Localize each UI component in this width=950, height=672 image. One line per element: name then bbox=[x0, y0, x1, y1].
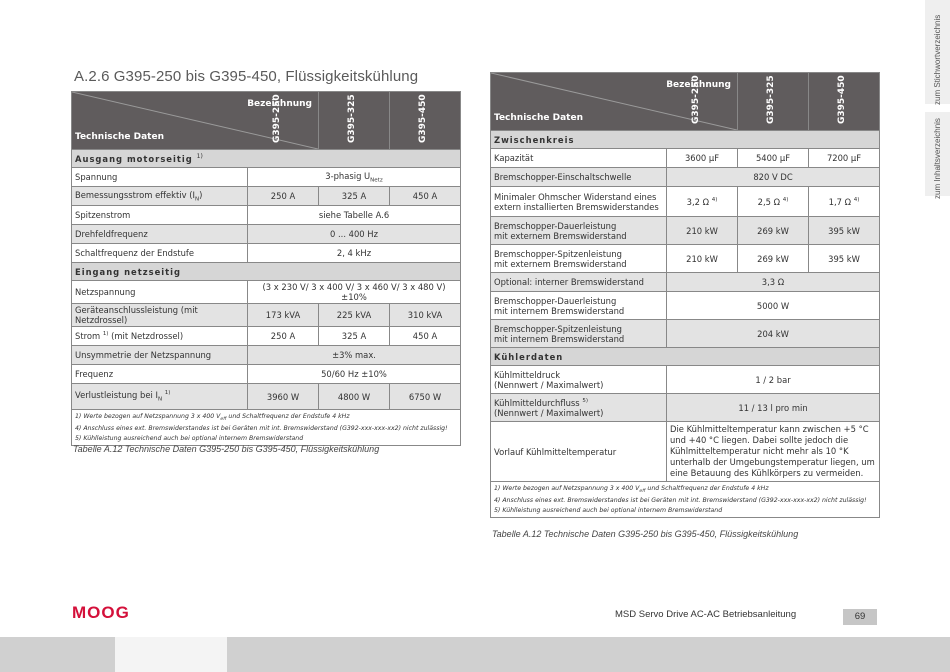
header-model-3: G395-450 bbox=[837, 75, 847, 124]
footnote-1 bbox=[75, 412, 457, 424]
row-value: 5000 W bbox=[667, 292, 880, 320]
section-row bbox=[491, 131, 880, 149]
row-value: 50/60 Hz ±10% bbox=[248, 365, 461, 384]
side-tab-contents[interactable] bbox=[925, 112, 950, 199]
table-header bbox=[72, 92, 461, 150]
row-label: Spannung bbox=[72, 168, 248, 187]
footer-manual-title: MSD Servo Drive AC-AC Betriebsanleitung bbox=[615, 609, 797, 620]
section-label: Kühlerdaten bbox=[491, 348, 880, 366]
footnotes-row bbox=[491, 482, 880, 518]
row-value: 310 kVA bbox=[390, 304, 461, 327]
right-caption: Tabelle A.12 Technische Daten G395-250 bis G395-450, Flüssigkeitskühlung bbox=[492, 529, 799, 539]
row-label: Kühlmitteldurchfluss bbox=[494, 397, 583, 408]
table-row bbox=[491, 422, 880, 482]
row-label: Geräteanschlussleistung (mit Netzdrossel) bbox=[72, 304, 248, 327]
row-value: 395 kW bbox=[809, 217, 880, 245]
table-header bbox=[491, 73, 880, 131]
row-label-end: (mit Netzdrossel) bbox=[108, 331, 184, 341]
row-value: 204 kW bbox=[667, 320, 880, 348]
row-label: Drehfeldfrequenz bbox=[72, 225, 248, 244]
row-label: Bremschopper-Dauerleistung bbox=[494, 295, 617, 306]
row-label-end: ) bbox=[199, 189, 203, 200]
table-row bbox=[72, 327, 461, 346]
table-row bbox=[72, 384, 461, 410]
side-tab-index-label[interactable]: zum Stichwortverzeichnis bbox=[933, 14, 942, 105]
footnote-1 bbox=[494, 484, 876, 496]
row-value: 450 A bbox=[390, 187, 461, 206]
row-label-sub: N bbox=[157, 396, 163, 403]
row-value: 3,3 Ω bbox=[667, 273, 880, 292]
row-value: 1,7 Ω bbox=[828, 196, 852, 207]
row-label-line2: extern installierten Bremswiderstandes bbox=[494, 201, 659, 212]
row-label: Unsymmetrie der Netzspannung bbox=[72, 346, 248, 365]
footnote-ref: 1) bbox=[102, 331, 109, 338]
row-value: 450 A bbox=[390, 327, 461, 346]
row-value: (3 x 230 V/ 3 x 400 V/ 3 x 460 V/ 3 x 480 V) ±10% bbox=[248, 281, 461, 304]
row-label: Spitzenstrom bbox=[72, 206, 248, 225]
header-technische-daten: Technische Daten bbox=[494, 113, 583, 123]
row-value: siehe Tabelle A.6 bbox=[248, 206, 461, 225]
right-spec-table bbox=[490, 72, 880, 518]
footnotes-row bbox=[72, 410, 461, 446]
row-value: 3-phasig U bbox=[325, 170, 371, 181]
footnote-5: 5) Kühlleistung ausreichend auch bei optional internem Bremswiderstand bbox=[75, 434, 304, 442]
row-label: Bremschopper-Dauerleistung bbox=[494, 220, 617, 231]
row-label: Verlustleistung bei I bbox=[75, 390, 158, 401]
row-value: ±3% max. bbox=[248, 346, 461, 365]
header-bezeichnung: Bezeichnung bbox=[247, 99, 312, 109]
header-model-2: G395-325 bbox=[766, 75, 776, 124]
left-caption: Tabelle A.12 Technische Daten G395-250 bis G395-450, Flüssigkeitskühlung bbox=[73, 444, 380, 454]
footnote-4: 4) Anschluss eines ext. Bremswiderstandes ist bei Geräten mit int. Bremswiderstand (G392-xxx-xxx-xx2) nicht zulässig! bbox=[494, 497, 867, 505]
page-number: 69 bbox=[843, 609, 877, 625]
row-label: Kapazität bbox=[491, 149, 667, 168]
table-row bbox=[72, 304, 461, 327]
row-value: 6750 W bbox=[390, 384, 461, 410]
section-label: Ausgang motorseitig bbox=[75, 153, 193, 164]
row-label-line2: (Nennwert / Maximalwert) bbox=[494, 379, 604, 390]
table-row bbox=[72, 365, 461, 384]
section-row bbox=[491, 348, 880, 366]
section-label: Zwischenkreis bbox=[491, 131, 880, 149]
row-label-line2: (Nennwert / Maximalwert) bbox=[494, 407, 604, 418]
table-row bbox=[491, 149, 880, 168]
row-value: 269 kW bbox=[738, 245, 809, 273]
footnote-ref: 1) bbox=[164, 390, 171, 397]
row-label: Bremschopper-Spitzenleistung bbox=[494, 323, 622, 334]
header-model-2: G395-325 bbox=[347, 94, 357, 143]
row-value: 325 A bbox=[319, 327, 390, 346]
row-value: 395 kW bbox=[809, 245, 880, 273]
section-row bbox=[72, 150, 461, 168]
table-row bbox=[491, 292, 880, 320]
header-model-3: G395-450 bbox=[418, 94, 428, 143]
header-bezeichnung: Bezeichnung bbox=[666, 80, 731, 90]
footnote-1-text-end: und Schaltfrequenz der Endstufe 4 kHz bbox=[226, 413, 350, 420]
footnote-ref: 5) bbox=[582, 397, 588, 404]
row-value: 4800 W bbox=[319, 384, 390, 410]
left-spec-table bbox=[71, 91, 461, 446]
row-value: 2, 4 kHz bbox=[248, 244, 461, 263]
table-row bbox=[491, 273, 880, 292]
row-label: Bemessungsstrom effektiv (I bbox=[75, 189, 195, 200]
table-row bbox=[491, 320, 880, 348]
header-model-1: G395-250 bbox=[691, 75, 701, 124]
row-value: 7200 µF bbox=[809, 149, 880, 168]
row-label-line2: mit externem Bremswiderstand bbox=[494, 258, 627, 269]
row-value: 210 kW bbox=[667, 245, 738, 273]
row-value: 250 A bbox=[248, 327, 319, 346]
row-label: Bremschopper-Einschaltschwelle bbox=[491, 168, 667, 187]
table-row bbox=[72, 168, 461, 187]
row-value: 1 / 2 bar bbox=[667, 366, 880, 394]
footnote-1-sub: eff bbox=[220, 417, 227, 423]
row-value: 225 kVA bbox=[319, 304, 390, 327]
header-model-1: G395-250 bbox=[272, 94, 282, 143]
row-label: Minimaler Ohmscher Widerstand eines bbox=[494, 191, 657, 202]
footnote-ref: 4) bbox=[711, 196, 718, 203]
row-label-line2: mit internem Bremswiderstand bbox=[494, 305, 625, 316]
footnote-ref: 1) bbox=[196, 153, 203, 161]
footnote-1-text: 1) Werte bezogen auf Netzspannung 3 x 400 V bbox=[75, 413, 221, 420]
table-row bbox=[72, 281, 461, 304]
row-label: Kühlmitteldruck bbox=[494, 369, 561, 380]
footnote-5: 5) Kühlleistung ausreichend auch bei optional internem Bremswiderstand bbox=[494, 506, 723, 514]
row-value: 250 A bbox=[248, 187, 319, 206]
row-label: Netzspannung bbox=[72, 281, 248, 304]
footnote-1-text: 1) Werte bezogen auf Netzspannung 3 x 400 V bbox=[494, 485, 640, 492]
side-tab-contents-label[interactable]: zum Inhaltsverzeichnis bbox=[933, 118, 942, 199]
table-row bbox=[72, 225, 461, 244]
section-label: Eingang netzseitig bbox=[72, 263, 461, 281]
row-label-line2: mit internem Bremswiderstand bbox=[494, 333, 625, 344]
footnote-4: 4) Anschluss eines ext. Bremswiderstandes ist bei Geräten mit int. Bremswiderstand (G392-xxx-xxx-xx2) nicht zulässig! bbox=[75, 425, 448, 433]
row-value: 5400 µF bbox=[738, 149, 809, 168]
table-row bbox=[491, 245, 880, 273]
table-row bbox=[491, 217, 880, 245]
table-row bbox=[72, 346, 461, 365]
row-label-sub: N bbox=[194, 196, 200, 203]
row-label: Bremschopper-Spitzenleistung bbox=[494, 248, 622, 259]
row-label: Vorlauf Kühlmitteltemperatur bbox=[491, 422, 667, 482]
row-value: 3,2 Ω bbox=[686, 196, 710, 207]
row-value: 3600 µF bbox=[667, 149, 738, 168]
header-technische-daten: Technische Daten bbox=[75, 132, 164, 142]
section-row bbox=[72, 263, 461, 281]
footnote-1-sub: eff bbox=[639, 489, 646, 495]
table-row bbox=[491, 366, 880, 394]
footnote-1-text-end: und Schaltfrequenz der Endstufe 4 kHz bbox=[645, 485, 769, 492]
footnote-ref: 4) bbox=[853, 196, 860, 203]
table-row bbox=[72, 187, 461, 206]
row-value: 3960 W bbox=[248, 384, 319, 410]
row-value: 269 kW bbox=[738, 217, 809, 245]
bottom-tab bbox=[115, 637, 227, 672]
table-row bbox=[491, 394, 880, 422]
row-value: 173 kVA bbox=[248, 304, 319, 327]
row-value: 820 V DC bbox=[667, 168, 880, 187]
row-label-line2: mit externem Bremswiderstand bbox=[494, 230, 627, 241]
row-value: 2,5 Ω bbox=[757, 196, 781, 207]
row-value-sub: Netz bbox=[370, 177, 383, 184]
footnote-ref: 4) bbox=[782, 196, 789, 203]
row-value: 210 kW bbox=[667, 217, 738, 245]
row-value: 11 / 13 l pro min bbox=[667, 394, 880, 422]
row-label: Frequenz bbox=[72, 365, 248, 384]
row-value: Die Kühlmitteltemperatur kann zwischen +5 °C und +40 °C liegen. Dabei sollte jedoch die Kühlmitteltemperatur nicht mehr als 10 °K unterhalb der Umgebungstemperatur liegen, um eine Betauung des Kühlkörpers zu vermeiden. bbox=[667, 422, 880, 482]
row-label: Schaltfrequenz der Endstufe bbox=[72, 244, 248, 263]
row-label: Optional: interner Bremswiderstand bbox=[491, 273, 667, 292]
row-label: Strom bbox=[75, 331, 103, 341]
row-value: 325 A bbox=[319, 187, 390, 206]
table-row bbox=[491, 187, 880, 217]
section-title: A.2.6 G395-250 bis G395-450, Flüssigkeitskühlung bbox=[74, 68, 419, 85]
row-value: 0 ... 400 Hz bbox=[248, 225, 461, 244]
moog-logo: MOOG bbox=[72, 603, 130, 622]
table-row bbox=[72, 244, 461, 263]
side-tab-index[interactable] bbox=[925, 0, 950, 104]
table-row bbox=[72, 206, 461, 225]
table-row bbox=[491, 168, 880, 187]
